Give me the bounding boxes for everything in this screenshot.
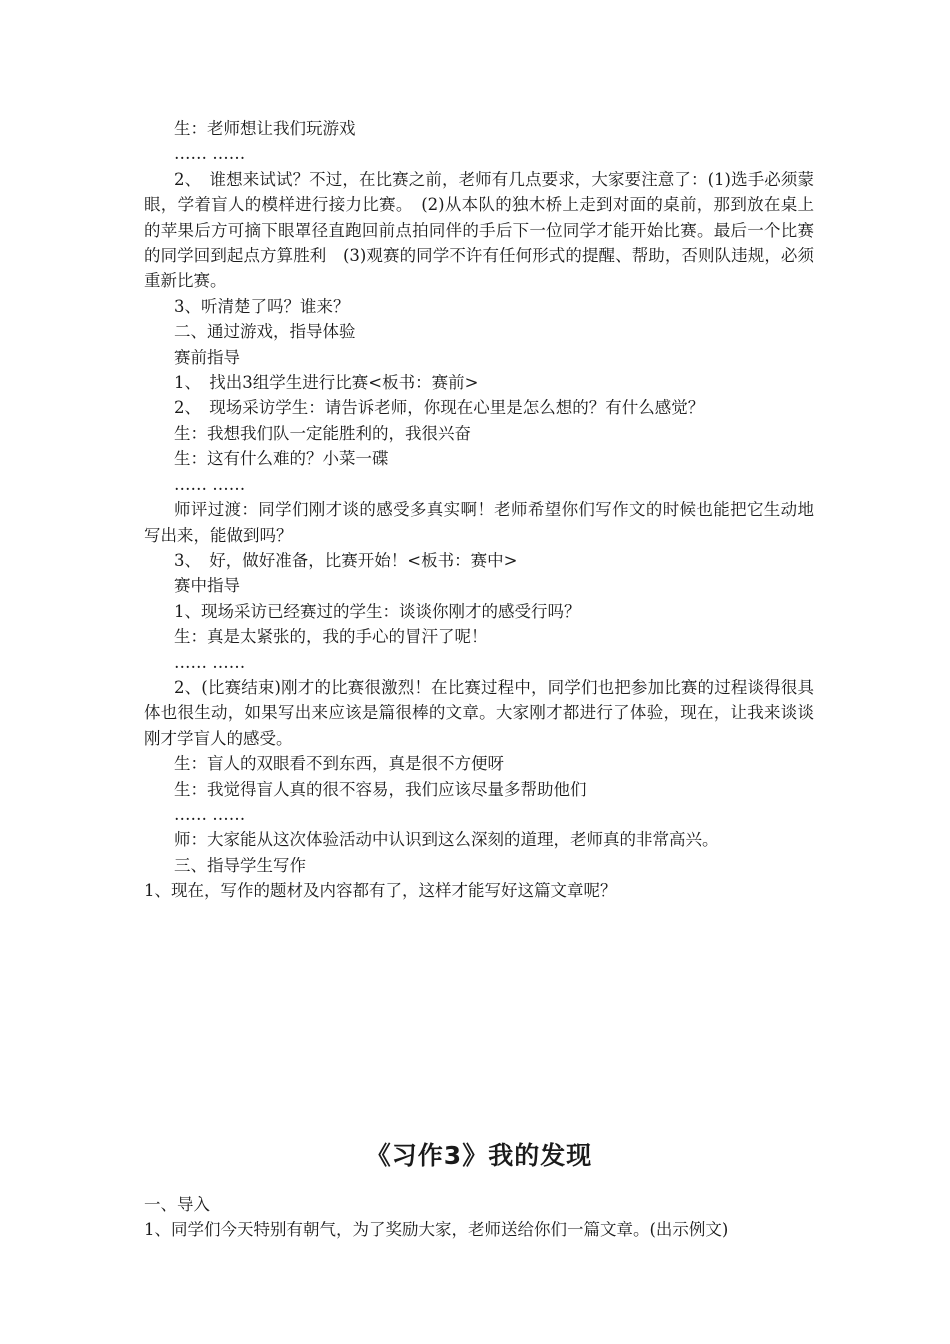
paragraph: 2、 谁想来试试？不过，在比赛之前，老师有几点要求，大家要注意了：(1)选手必须蒙眼，学着盲人的模样进行接力比赛。 (2)从本队的独木桥上走到对面的桌前，那到放在桌上的苹果后方可摘下眼罩径直跑回前点拍同伴的手后下一位同学才能开始比赛。最后一个比赛的同学回到起点方算胜利 (3)观赛的同学不许有任何形式的提醒、帮助，否则队违规，必须重新比赛。 xyxy=(144,169,814,291)
paragraph: 1、 找出3组学生进行比赛<板书：赛前> xyxy=(174,373,479,393)
paragraph: 生：真是太紧张的，我的手心的冒汗了呢！ xyxy=(174,627,488,647)
paragraph: …… …… xyxy=(174,474,246,494)
paragraph: 3、 好，做好准备，比赛开始！<板书：赛中> xyxy=(174,550,518,570)
paragraph: 2、(比赛结束)刚才的比赛很激烈！在比赛过程中，同学们也把参加比赛的过程谈得很具体也很生动，如果写出来应该是篇很棒的文章。大家刚才都进行了体验，现在，让我来谈谈刚才学盲人的感受。 xyxy=(144,677,814,748)
paragraph: 生：我觉得盲人真的很不容易，我们应该尽量多帮助他们 xyxy=(174,779,587,799)
paragraph: 赛前指导 xyxy=(174,347,240,367)
paragraph: 1、现在，写作的题材及内容都有了，这样才能写好这篇文章呢？ xyxy=(144,881,617,901)
paragraph: …… …… xyxy=(174,804,246,824)
next-lesson-body xyxy=(144,1192,814,1243)
paragraph: 生：盲人的双眼看不到东西，真是很不方便呀 xyxy=(174,754,504,774)
paragraph: 生：我想我们队一定能胜利的，我很兴奋 xyxy=(174,423,471,443)
paragraph: 1、现场采访已经赛过的学生：谈谈你刚才的感受行吗？ xyxy=(174,601,581,621)
paragraph: …… …… xyxy=(174,144,246,164)
paragraph: 师：大家能从这次体验活动中认识到这么深刻的道理，老师真的非常高兴。 xyxy=(174,830,719,850)
lesson-plan-body xyxy=(144,116,814,904)
paragraph: 生：老师想让我们玩游戏 xyxy=(174,119,356,138)
next-lesson-section xyxy=(144,1136,814,1243)
paragraph: 3、听清楚了吗？谁来？ xyxy=(174,296,350,316)
paragraph: 三、指导学生写作 xyxy=(174,855,306,875)
paragraph: 二、通过游戏，指导体验 xyxy=(174,322,356,342)
lesson-title: 《习作3》我的发现 xyxy=(365,1141,593,1170)
paragraph: 师评过渡：同学们刚才谈的感受多真实啊！老师希望你们写作文的时候也能把它生动地写出来，能做到吗？ xyxy=(144,500,814,545)
paragraph: 2、 现场采访学生：请告诉老师，你现在心里是怎么想的？有什么感觉？ xyxy=(174,398,705,418)
paragraph: …… …… xyxy=(174,652,246,672)
paragraph: 1、同学们今天特别有朝气，为了奖励大家，老师送给你们一篇文章。(出示例文) xyxy=(144,1220,729,1240)
paragraph: 赛中指导 xyxy=(174,576,240,596)
paragraph: 生：这有什么难的？小菜一碟 xyxy=(174,449,389,469)
paragraph: 一、导入 xyxy=(144,1195,210,1214)
